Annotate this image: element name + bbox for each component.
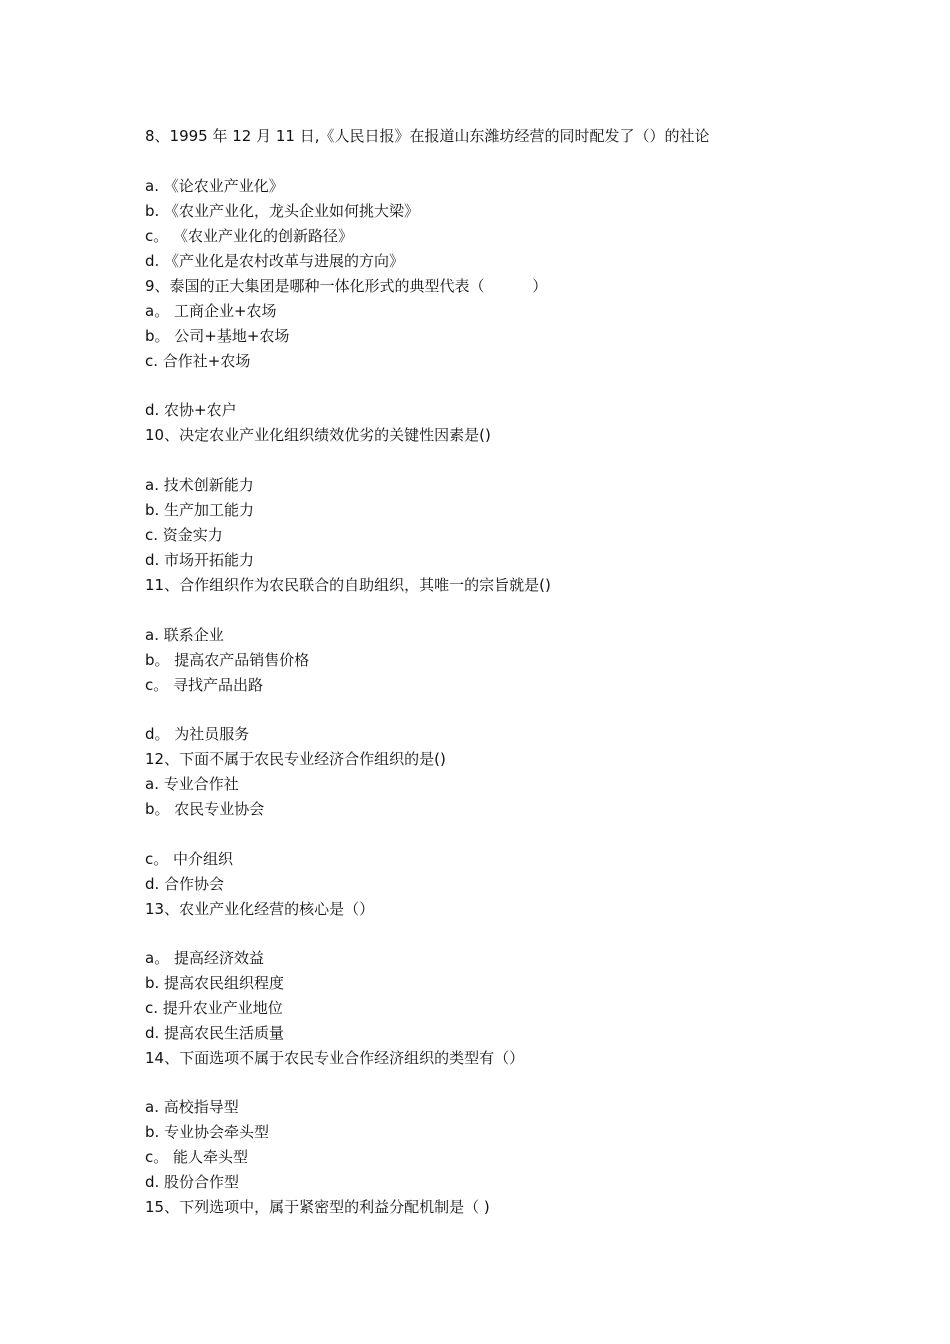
question-14-option-c: c。 能人牵头型 [145,1148,249,1166]
question-12-option-a: a. 专业合作社 [145,775,239,793]
question-8-text: 8、1995 年 12 月 11 日,《人民日报》在报道山东潍坊经营的同时配发了（）的社论 [145,127,710,145]
question-10-option-d: d. 市场开拓能力 [145,551,255,569]
question-11-text: 11、合作组织作为农民联合的自助组织，其唯一的宗旨就是() [145,576,551,594]
question-9-text: 9、泰国的正大集团是哪种一体化形式的典型代表（ ） [145,277,548,295]
question-10-option-b: b. 生产加工能力 [145,501,255,519]
question-13-option-a: a。 提高经济效益 [145,949,264,967]
question-12-option-b: b。 农民专业协会 [145,800,265,818]
question-10-option-a: a. 技术创新能力 [145,476,254,494]
question-12-option-c: c。 中介组织 [145,850,234,868]
question-8-option-b: b. 《农业产业化，龙头企业如何挑大梁》 [145,202,420,220]
question-12-option-d: d. 合作协会 [145,875,225,893]
question-8-option-a: a. 《论农业产业化》 [145,177,284,195]
question-9-option-d: d. 农协+农户 [145,401,237,419]
question-13-option-d: d. 提高农民生活质量 [145,1024,285,1042]
question-9-option-a: a。 工商企业+农场 [145,302,277,320]
question-13-text: 13、农业产业化经营的核心是（） [145,900,375,918]
question-8-option-d: d. 《产业化是农村改革与进展的方向》 [145,252,405,270]
question-8-option-c: c。 《农业产业化的创新路径》 [145,227,354,245]
question-13-option-b: b. 提高农民组织程度 [145,974,285,992]
question-12-text: 12、下面不属于农民专业经济合作组织的是() [145,750,446,768]
question-14-text: 14、下面选项不属于农民专业合作经济组织的类型有（） [145,1049,525,1067]
question-10-option-c: c. 资金实力 [145,526,223,544]
question-11-option-b: b。 提高农产品销售价格 [145,651,310,669]
question-9-option-b: b。 公司+基地+农场 [145,327,290,345]
question-11-option-a: a. 联系企业 [145,626,224,644]
question-11-option-d: d。 为社员服务 [145,725,250,743]
question-13-option-c: c. 提升农业产业地位 [145,999,283,1017]
question-10-text: 10、决定农业产业化组织绩效优劣的关键性因素是() [145,426,491,444]
question-11-option-c: c。 寻找产品出路 [145,676,264,694]
question-14-option-a: a. 高校指导型 [145,1098,239,1116]
question-15-text: 15、下列选项中，属于紧密型的利益分配机制是（ ) [145,1198,490,1216]
question-9-option-c: c. 合作社+农场 [145,352,251,370]
question-14-option-d: d. 股份合作型 [145,1173,240,1191]
question-14-option-b: b. 专业协会牵头型 [145,1123,270,1141]
